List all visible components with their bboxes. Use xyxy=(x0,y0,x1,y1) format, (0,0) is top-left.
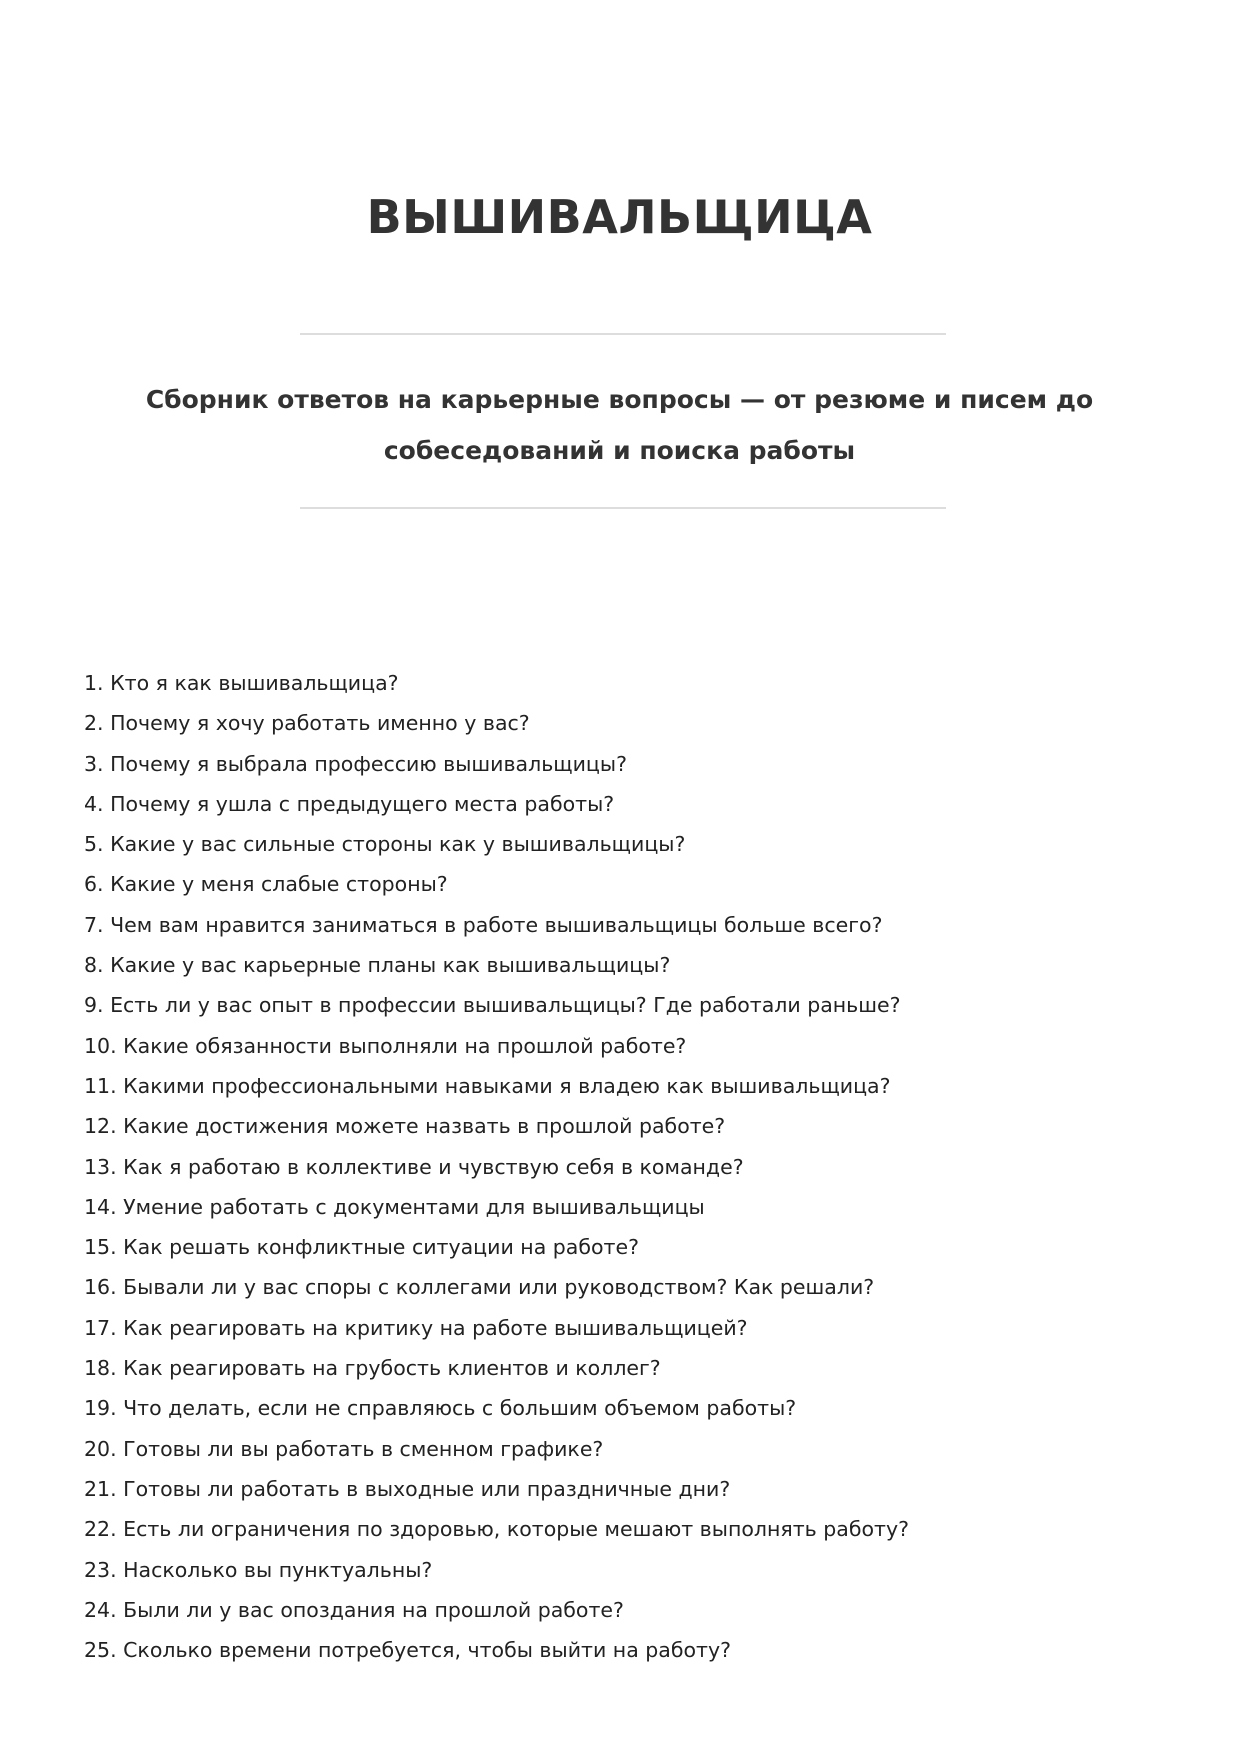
question-item: 23. Насколько вы пунктуальны? xyxy=(84,1557,433,1582)
question-item: 21. Готовы ли работать в выходные или праздничные дни? xyxy=(84,1476,731,1501)
question-item: 14. Умение работать с документами для вышивальщицы xyxy=(84,1194,705,1219)
question-item: 25. Сколько времени потребуется, чтобы выйти на работу? xyxy=(84,1638,731,1663)
question-item: 17. Как реагировать на критику на работе вышивальщицей? xyxy=(84,1315,748,1340)
question-item: 5. Какие у вас сильные стороны как у вышивальщицы? xyxy=(84,832,686,857)
question-item: 3. Почему я выбрала профессию вышивальщицы? xyxy=(84,751,627,776)
question-item: 1. Кто я как вышивальщица? xyxy=(84,671,399,695)
page-subtitle: Сборник ответов на карьерные вопросы — от резюме и писем до собеседований и поиска работы xyxy=(145,385,1094,465)
question-item: 20. Готовы ли вы работать в сменном графике? xyxy=(84,1436,604,1461)
question-item: 2. Почему я хочу работать именно у вас? xyxy=(84,711,530,736)
divider-top xyxy=(300,333,946,335)
question-list xyxy=(84,663,909,1670)
question-item: 16. Бывали ли у вас споры с коллегами или руководством? Как решали? xyxy=(84,1275,875,1300)
question-item: 6. Какие у меня слабые стороны? xyxy=(84,872,448,897)
question-item: 15. Как решать конфликтные ситуации на работе? xyxy=(84,1235,639,1260)
question-item: 10. Какие обязанности выполняли на прошлой работе? xyxy=(84,1033,687,1058)
question-item: 11. Какими профессиональными навыками я владею как вышивальщица? xyxy=(84,1073,891,1098)
question-item: 13. Как я работаю в коллективе и чувствую себя в команде? xyxy=(84,1154,744,1179)
question-item: 9. Есть ли у вас опыт в профессии вышивальщицы? Где работали раньше? xyxy=(84,993,901,1018)
question-item: 19. Что делать, если не справляюсь с большим объемом работы? xyxy=(84,1396,797,1421)
question-item: 8. Какие у вас карьерные планы как вышивальщицы? xyxy=(84,953,671,978)
page-title: ВЫШИВАЛЬЩИЦА xyxy=(366,190,873,244)
question-item: 12. Какие достижения можете назвать в прошлой работе? xyxy=(84,1114,726,1139)
question-item: 22. Есть ли ограничения по здоровью, которые мешают выполнять работу? xyxy=(84,1517,909,1542)
question-item: 4. Почему я ушла с предыдущего места работы? xyxy=(84,791,615,816)
question-item: 18. Как реагировать на грубость клиентов и коллег? xyxy=(84,1356,661,1381)
question-item: 7. Чем вам нравится заниматься в работе вышивальщицы больше всего? xyxy=(84,912,883,937)
divider-bottom xyxy=(300,507,946,509)
question-item: 24. Были ли у вас опоздания на прошлой работе? xyxy=(84,1597,624,1622)
